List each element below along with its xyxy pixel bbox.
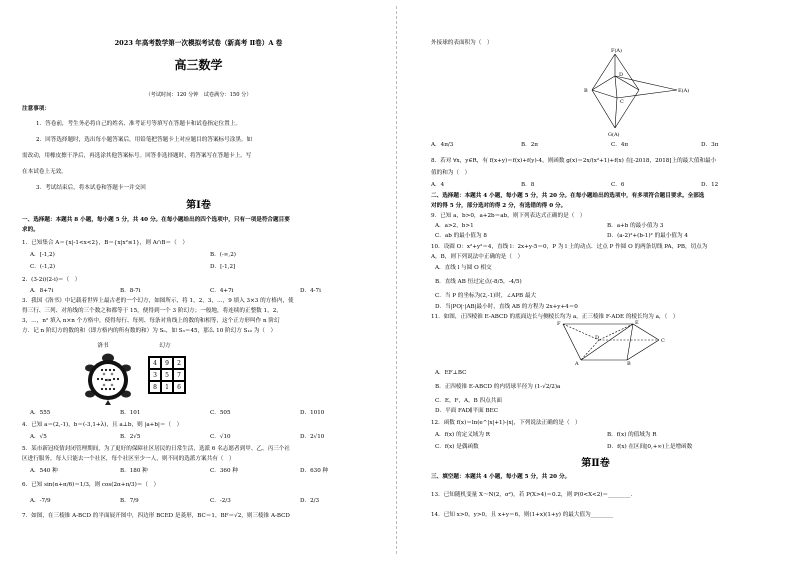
option: B．2π xyxy=(521,142,538,148)
option: B．8 xyxy=(521,182,535,188)
option: A．EF⊥BC xyxy=(435,370,467,376)
option: B．7/9 xyxy=(120,498,139,504)
figure-label-magic: 幻方 xyxy=(159,343,171,349)
exam-title: 高三数学 xyxy=(174,58,223,72)
net-label: C xyxy=(620,99,624,105)
pyramid-figure xyxy=(555,318,667,366)
question-stem: 3．我国《洛书》中记载着世界上最古老的一个幻方，如图所示，将 1，2，3，…，9 填入 3×3 的方格内，使 xyxy=(22,298,294,304)
question-stem: 11．如图，正四棱锥 E-ABCD 的底面边长与侧棱长均为 a，正三棱锥 F-ADE 的棱长均为 a，（ ） xyxy=(431,314,679,320)
question-stem: 8．若对 ∀x，y∈R，有 f(x+y)＝f(x)+f(y)-4，则函数 g(x)＝2x/(x²+1)+f(x) 在[-2018，2018]上的最大值和最小 xyxy=(431,158,717,164)
magic-square-cell: 1 xyxy=(161,381,173,393)
tetrahedron-net-figure xyxy=(577,46,697,146)
net-label: E(A) xyxy=(678,88,690,94)
section1-title: 第Ⅰ卷 xyxy=(186,200,211,211)
option: D．(a-2)²+(b-1)² 的最小值为 4 xyxy=(607,233,688,239)
option: A．[-1,2) xyxy=(30,252,55,258)
option: A．a>2，b>1 xyxy=(435,223,474,229)
option: A．f(x) 的定义域为 R xyxy=(435,432,490,438)
pyramid-label: E xyxy=(635,320,639,326)
fill-question: 13．已知随机变量 X～N(2，σ²)，若 P(X>4)＝0.2，则 P(0<X<2)＝________． xyxy=(431,492,637,498)
question-stem: 得三行、三列、对角线的三个数之和都等于 15，便得到一个 3 阶幻方；一般地，将连续的正整数 1，2， xyxy=(22,308,282,314)
pyramid-label: D xyxy=(595,335,600,341)
pyramid-label: F xyxy=(557,321,561,327)
option: B．(-∞,2) xyxy=(210,252,236,258)
option: D．[-1,2] xyxy=(210,264,236,270)
note-line: 3．考试结束后，将本试卷和答题卡一并交回 xyxy=(36,185,146,191)
question-stem: 外接球的表面积为（ ） xyxy=(431,40,493,46)
magic-square-cell: 4 xyxy=(149,357,161,369)
magic-square xyxy=(148,356,186,394)
option: D．当|PO|·|AB|最小时，直线 AB 的方程为 2x+y+4＝0 xyxy=(435,304,578,310)
option: C．(-1,2) xyxy=(30,264,56,270)
net-label: B xyxy=(584,88,588,94)
question-stem: A，B，则下列说法中正确的是（ ） xyxy=(431,254,524,260)
pyramid-label: C xyxy=(661,338,665,344)
figure-label-luoshu: 洛书 xyxy=(97,343,109,349)
option: D．f(x) 在区间[0,+∞)上是增函数 xyxy=(607,444,693,450)
option: D．1010 xyxy=(300,410,325,416)
option: C．4+7i xyxy=(210,288,234,294)
option: D．630 种 xyxy=(300,468,329,474)
magic-square-cell: 7 xyxy=(173,369,185,381)
option: D．平面 FAD∥平面 BEC xyxy=(435,408,498,414)
option: D．4-7i xyxy=(300,288,321,294)
section1-intro: 求的。 xyxy=(22,227,39,233)
note-line: 在本试卷上无效。 xyxy=(22,169,67,175)
option: A．4 xyxy=(431,182,445,188)
question-stem: 7．如图，在三棱锥 A-BCD 的平面展开图中，四边形 BCED 是菱形，BC＝1，BF＝√2，则三棱锥 A-BCD xyxy=(22,513,290,519)
question-stem: 10．设圆 O：x²+y²＝4，直线 l：2x+y-5＝0，P 为 l 上的动点．过点 P 作圆 O 的两条切线 PA，PB，切点为 xyxy=(431,244,708,250)
option: C．ab 的最小值为 8 xyxy=(435,233,487,239)
option: B．直线 AB 恒过定点(-8/5，-4/5) xyxy=(435,279,522,285)
luoshu-turtle-figure xyxy=(82,352,134,406)
option: B．f(x) 的值域为 R xyxy=(607,432,657,438)
pyramid-label: A xyxy=(575,361,579,366)
option: A．540 种 xyxy=(30,468,58,474)
section2-intro: 对的得 5 分，部分选对的得 2 分，有选错的得 0 分。 xyxy=(431,203,567,209)
magic-square-cell: 5 xyxy=(161,369,173,381)
question-stem: 5．某市新冠疫情封闭管理期间，为了更好的保障社区居民的日常生活，选派 6 名志愿者到甲、乙、丙三个社 xyxy=(22,446,290,452)
magic-square-cell: 2 xyxy=(173,357,185,369)
option: C．505 xyxy=(210,410,231,416)
option: A．555 xyxy=(30,410,51,416)
question-stem: 9．已知 a，b>0，a+2b＝ab，则下列表达式正确的是（ ） xyxy=(431,213,586,219)
option: D．12 xyxy=(701,182,719,188)
option: C．6 xyxy=(611,182,625,188)
exam-subtitle: （考试时间：120 分钟 试卷满分：150 分） xyxy=(145,92,252,98)
note-line: 需改动，用橡皮擦干净后，再选涂其他答案标号。回答非选择题时，将答案写在答题卡上。写 xyxy=(22,153,252,159)
option: D．2/3 xyxy=(300,498,320,504)
magic-square-cell: 8 xyxy=(149,381,161,393)
option: A．直线 l 与圆 O 相交 xyxy=(435,265,492,271)
option: D．3π xyxy=(701,142,719,148)
fill-question: 14．已知 x>0，y>0，且 x+y＝6，则(1+x)(1+y) 的最大值为________ xyxy=(431,512,614,518)
question-stem: 1．已知集合 A＝{x|-1<x<2}，B＝{x|x²≤1}，则 A∩B＝（ ） xyxy=(22,240,188,246)
option: B．180 种 xyxy=(120,468,148,474)
option: A．-7/9 xyxy=(30,498,51,504)
option: C．E，F，A，B 四点共面 xyxy=(435,398,502,404)
option: B．a+b 的最小值为 3 xyxy=(607,223,664,229)
note-line: 2．回答选择题时，选出每小题答案后，用铅笔把答题卡上对应题目的答案标号涂黑。如 xyxy=(36,137,253,143)
net-label: G(A) xyxy=(608,132,620,138)
net-label: D xyxy=(619,72,624,78)
option: C．4π xyxy=(611,142,629,148)
section1-intro: 一、选择题：本题共 8 小题，每小题 5 分，共 40 分。在每小题给出的四个选项中，只有一项是符合题目要 xyxy=(22,217,290,223)
option: C．√10 xyxy=(210,434,231,440)
question-stem: 2．(3-2i)(2-i)＝（ ） xyxy=(22,277,81,283)
option: C．360 种 xyxy=(210,468,238,474)
option: B．101 xyxy=(120,410,141,416)
magic-square-cell: 6 xyxy=(173,381,185,393)
question-stem: 方．记 n 阶幻方的数的和（即方格内的所有数的和）为 Sₙ，如 S₃＝45，那么 10 阶幻方 S₁₀ 为（ ） xyxy=(22,328,277,334)
question-stem: 值的和为（ ） xyxy=(431,170,471,176)
question-stem: 12．函数 f(x)＝ln(e^|x|+1)-|x|，下列说法正确的是（ ） xyxy=(431,420,581,426)
option: C．当 P 的坐标为(2,-1)时，∠APB 最大 xyxy=(435,293,537,299)
option: C．f(x) 是偶函数 xyxy=(435,444,479,450)
option: D．2√10 xyxy=(300,434,325,440)
option: B．8-7i xyxy=(120,288,141,294)
magic-square-cell: 3 xyxy=(149,369,161,381)
question-stem: 3，…，n² 填入 n×n 个方格中，使得每行、每列、每条对角线上的数的和相等，这个正方形叫作 n 阶幻 xyxy=(22,318,280,324)
right-column xyxy=(397,0,794,562)
question-stem: 4．已知 a＝(2,-1)，b＝(-3,1+λ)，且 a⊥b，则 |a+b|＝（ ） xyxy=(22,422,183,428)
option: A．8+7i xyxy=(30,288,54,294)
section2-title: 第Ⅱ卷 xyxy=(581,458,610,469)
question-stem: 6．已知 sin(α+π/6)＝1/3，则 cos(2α+π/3)＝（ ） xyxy=(22,482,160,488)
notes-title: 注意事项： xyxy=(22,106,50,112)
option: A．4π/3 xyxy=(431,142,454,148)
option: A．√5 xyxy=(30,434,47,440)
note-line: 1．答卷前，考生务必将自己的姓名、准考证号等填写在答题卡和试卷指定位置上。 xyxy=(36,121,241,127)
pyramid-label: B xyxy=(627,361,631,366)
net-label: F(A) xyxy=(611,48,622,54)
section3-intro: 三、填空题：本题共 4 小题，每小题 5 分，共 20 分。 xyxy=(431,474,571,480)
section2-intro: 二、选择题：本题共 4 小题，每小题 5 分，共 20 分。在每小题给出的选项中，有多项符合题目要求。全部选 xyxy=(431,193,705,199)
option: B．2√5 xyxy=(120,434,141,440)
option: C．-2/3 xyxy=(210,498,231,504)
question-stem: 区进行服务，每人只能去一个社区，每个社区至少一人，则不同的选派方案共有（ ） xyxy=(22,456,235,462)
option: B．正四棱锥 E-ABCD 的内切球半径为 (1-√2/2)a xyxy=(435,384,561,390)
exam-header: 2023 年高考数学第一次模拟考试卷（新高考 Ⅱ卷）A 卷 xyxy=(114,39,283,47)
magic-square-cell: 9 xyxy=(161,357,173,369)
